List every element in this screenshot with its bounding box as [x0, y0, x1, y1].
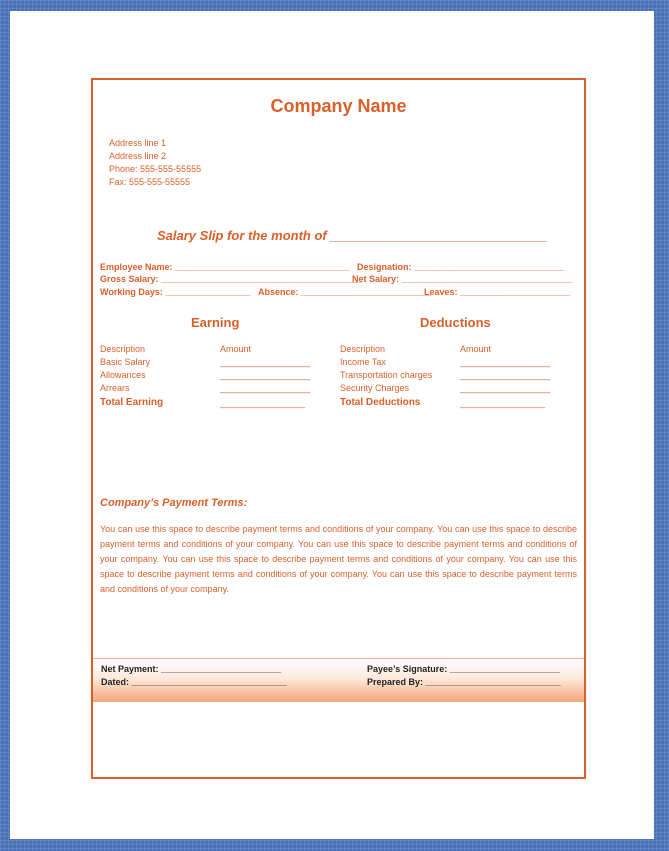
leaves-field: Leaves: ______________________: [424, 287, 571, 297]
company-fax: Fax: 555-555-55555: [109, 177, 191, 187]
dated-field: Dated: _______________________________: [101, 677, 287, 687]
earning-amount-blank: __________________: [220, 357, 311, 367]
absence-field: Absence: __________________________: [258, 287, 432, 297]
gross-salary-field: Gross Salary: ________________________________________: [100, 274, 362, 284]
designation-field: Designation: ______________________________: [357, 262, 565, 272]
address-line-1: Address line 1: [109, 138, 167, 148]
payee-signature-field: Payee’s Signature: ______________________: [367, 664, 560, 674]
deduction-item: Transportation charges: [340, 370, 433, 380]
earning-item: Arrears: [100, 383, 130, 393]
net-payment-field: Net Payment: ________________________: [101, 664, 282, 674]
earning-amount-blank: __________________: [220, 370, 311, 380]
deductions-heading: Deductions: [420, 315, 491, 330]
earning-description-header: Description: [100, 344, 146, 354]
address-line-2: Address line 2: [109, 151, 167, 161]
payment-terms-title: Company’s Payment Terms:: [100, 497, 248, 509]
prepared-by-field: Prepared By: ___________________________: [367, 677, 561, 687]
salary-slip-frame: [91, 78, 586, 779]
deduction-amount-blank: __________________: [460, 383, 551, 393]
deduction-amount-blank: __________________: [460, 370, 551, 380]
deduction-item: Income Tax: [340, 357, 386, 367]
earning-item: Basic Salary: [100, 357, 151, 367]
total-earning-label: Total Earning: [100, 397, 164, 408]
net-salary-field: Net Salary: __________________________________: [352, 274, 572, 284]
earning-item: Allowances: [100, 370, 146, 380]
company-name: Company Name: [270, 96, 407, 116]
deduction-amount-blank: __________________: [460, 357, 551, 367]
salary-slip-title: Salary Slip for the month of ______________________________: [157, 228, 548, 243]
payment-terms-body: You can use this space to describe payment terms and conditions of your company. You can use this space to describe payment terms and conditions of your company. You can use this space to describe payment terms and conditions of your company. You can use this space to describe payment terms and conditions of your company. You can use this space to describe payment terms and conditions of your company. You can use this space to describe payment terms and conditions of your company.: [100, 524, 577, 594]
earning-heading: Earning: [191, 315, 240, 330]
earning-amount-blank: __________________: [220, 383, 311, 393]
total-earning-blank: _________________: [220, 398, 306, 408]
deductions-amount-header: Amount: [460, 344, 492, 354]
total-deductions-blank: _________________: [460, 398, 546, 408]
payment-footer: [93, 658, 584, 702]
employee-name-field: Employee Name: ___________________________________: [100, 262, 351, 272]
deductions-description-header: Description: [340, 344, 386, 354]
total-deductions-label: Total Deductions: [340, 397, 421, 408]
document-page: [10, 11, 654, 839]
deduction-item: Security Charges: [340, 383, 410, 393]
working-days-field: Working Days: _________________: [100, 287, 251, 297]
company-phone: Phone: 555-555-55555: [109, 164, 202, 174]
earning-amount-header: Amount: [220, 344, 252, 354]
